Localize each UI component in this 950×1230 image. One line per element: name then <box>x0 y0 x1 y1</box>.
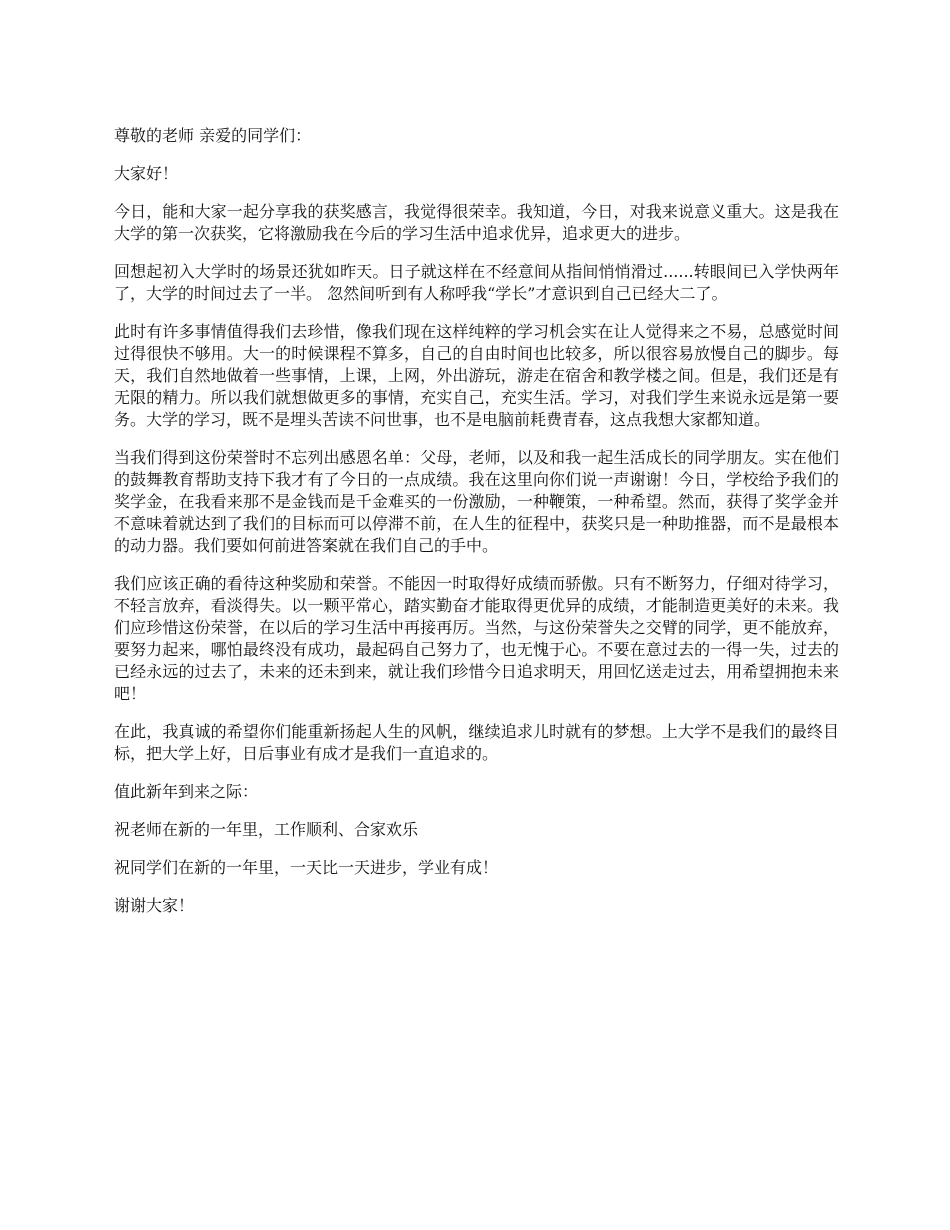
paragraph-cherish: 此时有许多事情值得我们去珍惜，像我们现在这样纯粹的学习机会实在让人觉得来之不易，总感觉时间过得很快不够用。大一的时候课程不算多，自己的自由时间也比较多，所以很容易放慢自己的脚步。每天，我们自然地做着一些事情，上课，上网，外出游玩，游走在宿舍和教学楼之间。但是，我们还是有无限的精力。所以我们就想做更多的事情，充实自己，充实生活。学习，对我们学生来说永远是第一要务。大学的学习，既不是埋头苦读不问世事，也不是电脑前耗费青春，这点我想大家都知道。 <box>114 322 839 429</box>
paragraph-attitude: 我们应该正确的看待这种奖励和荣誉。不能因一时取得好成绩而骄傲。只有不断努力，仔细对待学习，不轻言放弃，看淡得失。以一颗平常心，踏实勤奋才能取得更优异的成绩，才能制造更美好的未来。我们应珍惜这份荣誉，在以后的学习生活中再接再厉。当然，与这份荣誉失之交臂的同学，更不能放弃，要努力起来，哪怕最终没有成功，最起码自己努力了，也无愧于心。不要在意过去的一得一失，过去的已经永远的过去了，未来的还未到来，就让我们珍惜今日追求明天，用回忆送走过去，用希望拥抱未来吧！ <box>114 574 839 703</box>
paragraph-new-year: 值此新年到来之际： <box>114 782 259 801</box>
closing-thanks: 谢谢大家！ <box>114 896 195 915</box>
document-body <box>114 125 839 933</box>
paragraph-memories: 回想起初入大学时的场景还犹如昨天。日子就这样在不经意间从指间悄悄滑过......转眼间已入学快两年了，大学的时间过去了一半。 忽然间听到有人称呼我“学长”才意识到自己已经大二了。 <box>114 262 839 303</box>
paragraph-wish-students: 祝同学们在新的一年里，一天比一天进步，学业有成！ <box>114 858 499 877</box>
paragraph-wish-teachers: 祝老师在新的一年里，工作顺利、合家欢乐 <box>114 820 419 839</box>
paragraph-hope: 在此，我真诚的希望你们能重新扬起人生的风帆，继续追求儿时就有的梦想。上大学不是我们的最终目标，把大学上好，日后事业有成才是我们一直追求的。 <box>114 722 839 763</box>
greeting-salutation: 尊敬的老师 亲爱的同学们： <box>114 126 312 145</box>
greeting-hello: 大家好！ <box>114 164 179 183</box>
paragraph-intro: 今日，能和大家一起分享我的获奖感言，我觉得很荣幸。我知道，今日，对我来说意义重大。这是我在大学的第一次获奖，它将激励我在今后的学习生活中追求优异，追求更大的进步。 <box>114 202 839 243</box>
paragraph-gratitude: 当我们得到这份荣誉时不忘列出感恩名单：父母，老师，以及和我一起生活成长的同学朋友。实在他们的鼓舞教育帮助支持下我才有了今日的一点成绩。我在这里向你们说一声谢谢！今日，学校给予我们的奖学金，在我看来那不是金钱而是千金难买的一份激励，一种鞭策，一种希望。然而，获得了奖学金并不意味着就达到了我们的目标而可以停滞不前，在人生的征程中，获奖只是一种助推器，而不是最根本的动力器。我们要如何前进答案就在我们自己的手中。 <box>114 448 839 555</box>
